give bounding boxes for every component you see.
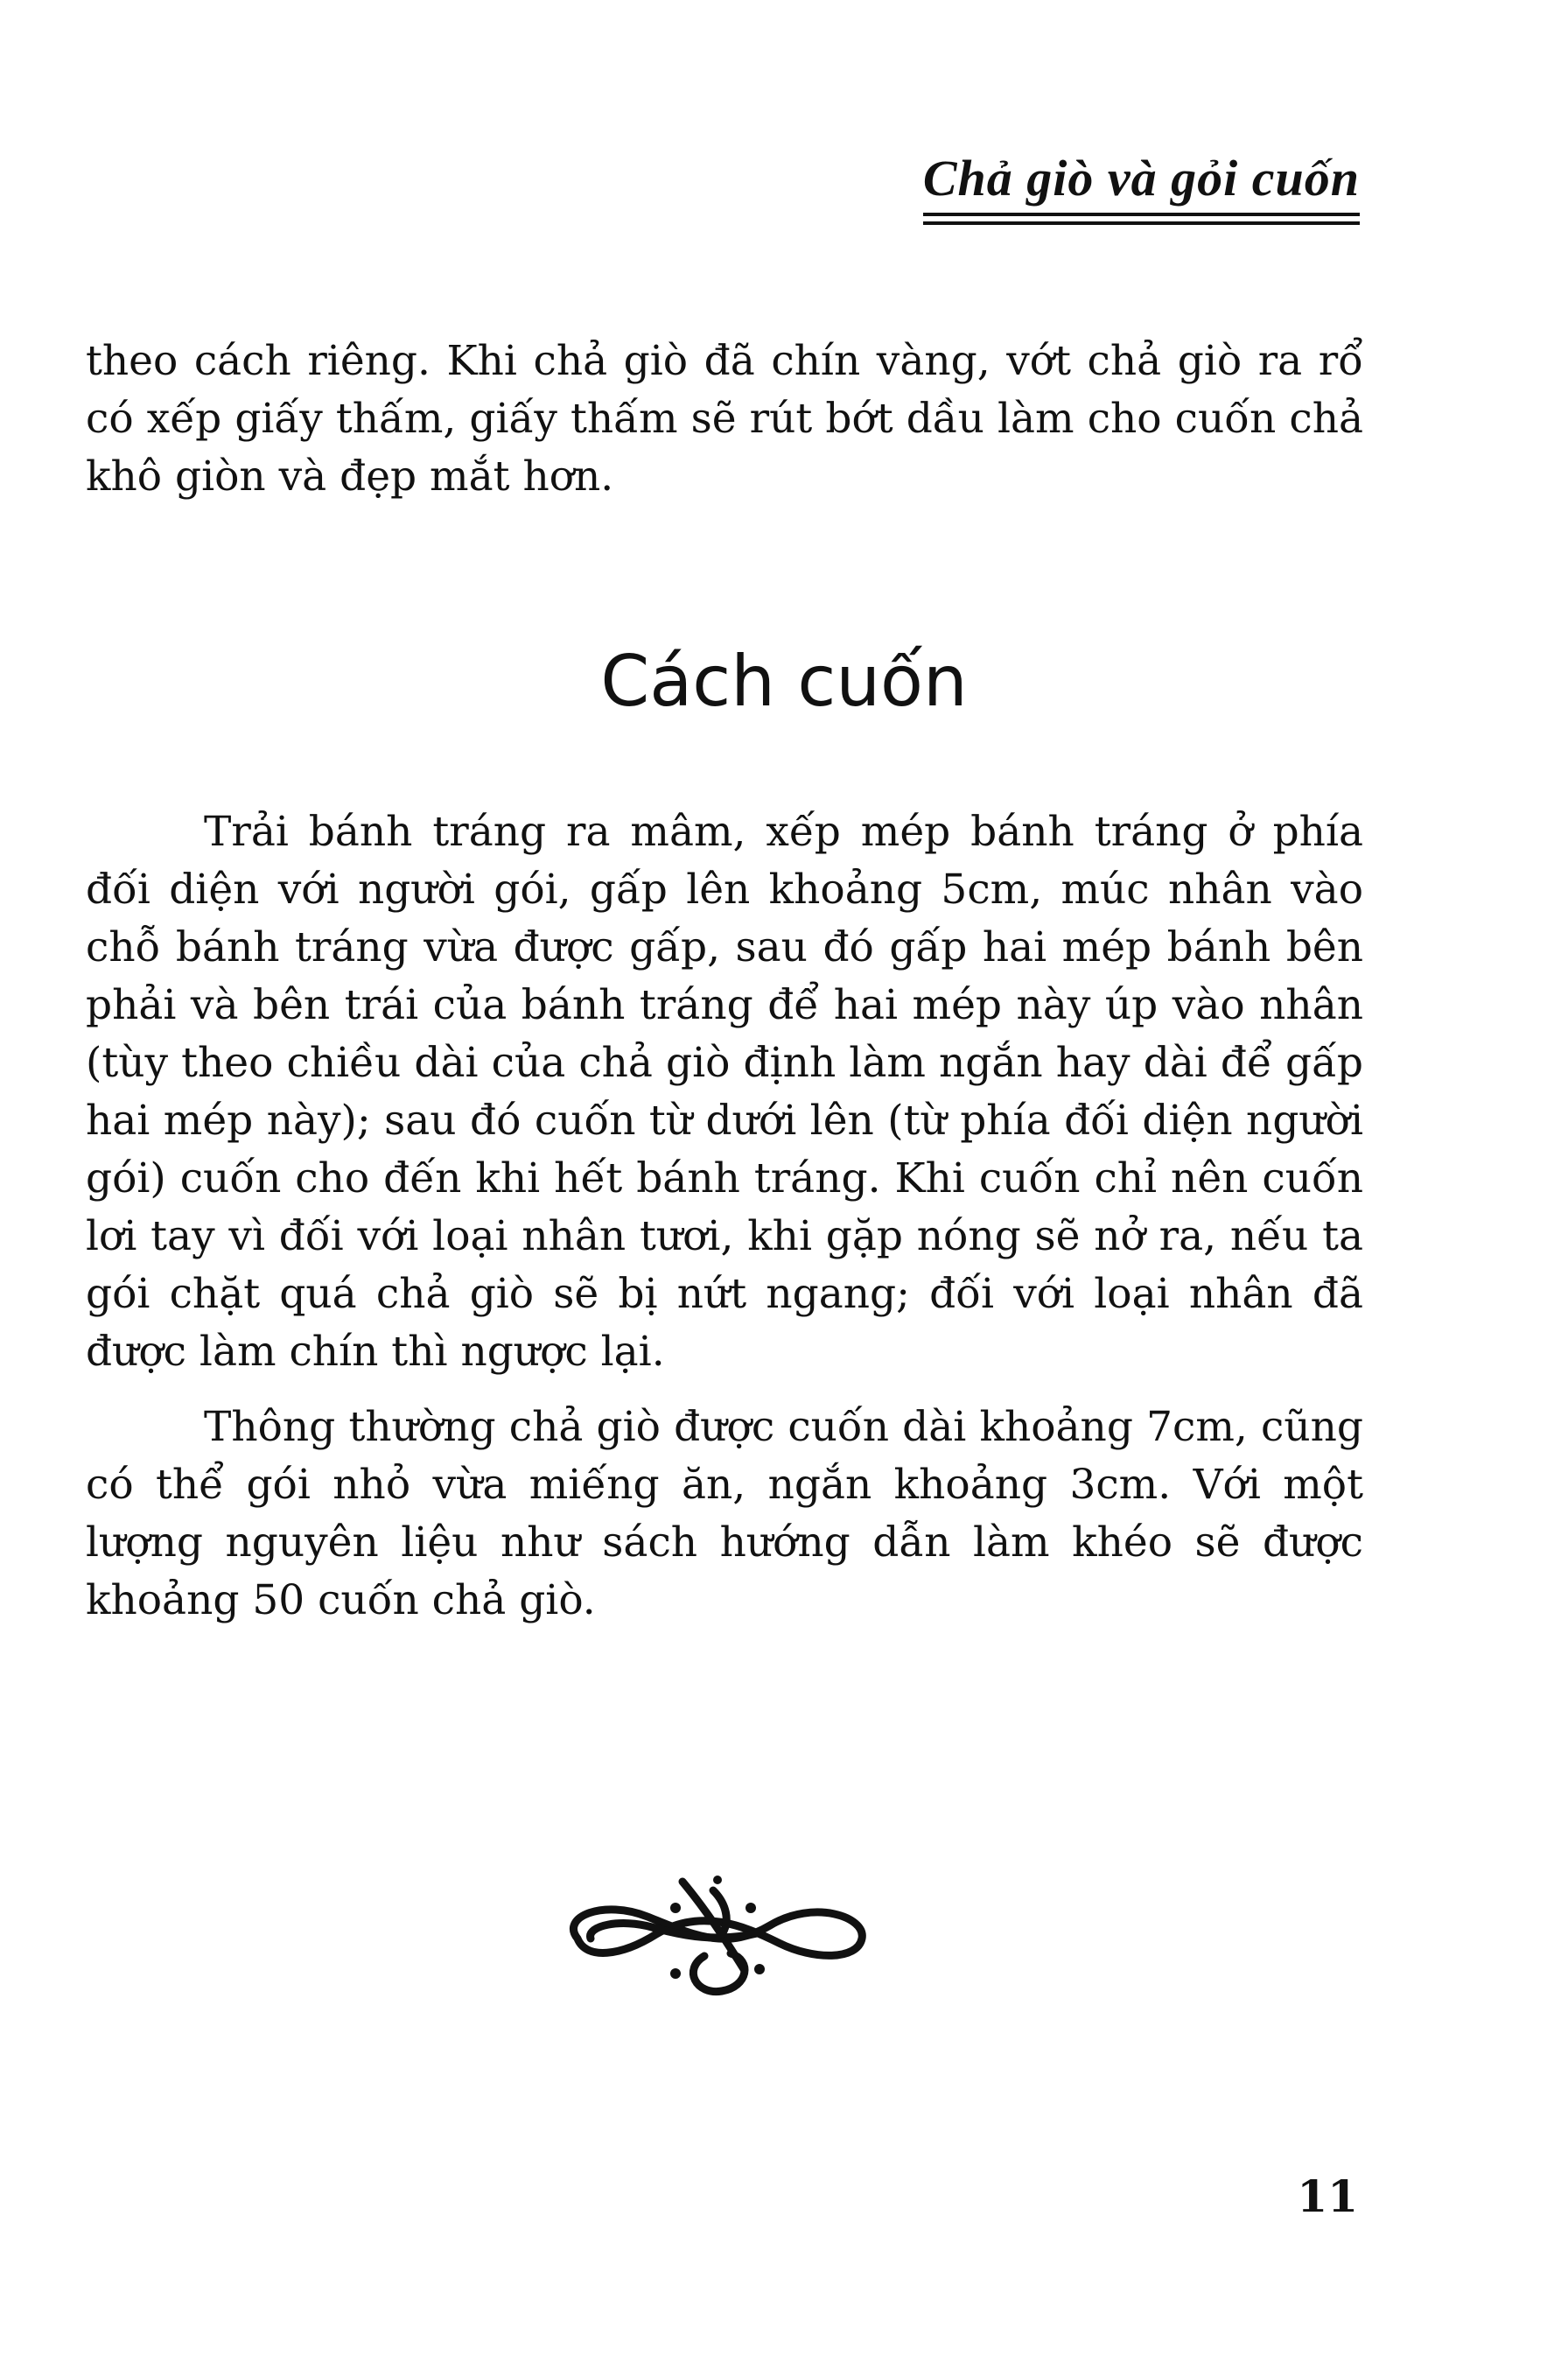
running-header-title: Chả giò và gỏi cuốn xyxy=(922,150,1360,207)
header-rule-bottom xyxy=(923,221,1360,225)
intro-paragraph: theo cách riêng. Khi chả giò đã chín vàng, vớt chả giò ra rổ có xếp giấy thấm, giấy thấm sẽ rút bớt dầu làm cho cuốn chả khô giòn và đẹp mắt hơn. xyxy=(86,337,1363,501)
section-title: Cách cuốn xyxy=(600,641,968,722)
intro-block xyxy=(86,333,1363,506)
section-body xyxy=(86,803,1363,1630)
header-rule-top xyxy=(923,213,1360,216)
body-paragraph-2: Thông thường chả giò được cuốn dài khoảng 7cm, cũng có thể gói nhỏ vừa miếng ăn, ngắn khoảng 3cm. Với một lượng nguyên liệu như sách hướng dẫn làm khéo sẽ được khoảng 50 cuốn chả giò. xyxy=(86,1403,1363,1624)
page-number: 11 xyxy=(1297,2170,1358,2222)
body-paragraph-1: Trải bánh tráng ra mâm, xếp mép bánh tráng ở phía đối diện với người gói, gấp lên khoảng 5cm, múc nhân vào chỗ bánh tráng vừa được gấp, sau đó gấp hai mép bánh bên phải và bên trái của bánh tráng để hai mép này úp vào nhân (tùy theo chiều dài của chả giò định làm ngắn hay dài để gấp hai mép này); sau đó cuốn từ dưới lên (từ phía đối diện người gói) cuốn cho đến khi hết bánh tráng. Khi cuốn chỉ nên cuốn lơi tay vì đối với loại nhân tươi, khi gặp nóng sẽ nở ra, nếu ta gói chặt quá chả giò sẽ bị nứt ngang; đối với loại nhân đã được làm chín thì ngược lại. xyxy=(86,808,1363,1376)
flourish-ornament-icon xyxy=(551,1855,884,2004)
running-header xyxy=(923,149,1360,225)
